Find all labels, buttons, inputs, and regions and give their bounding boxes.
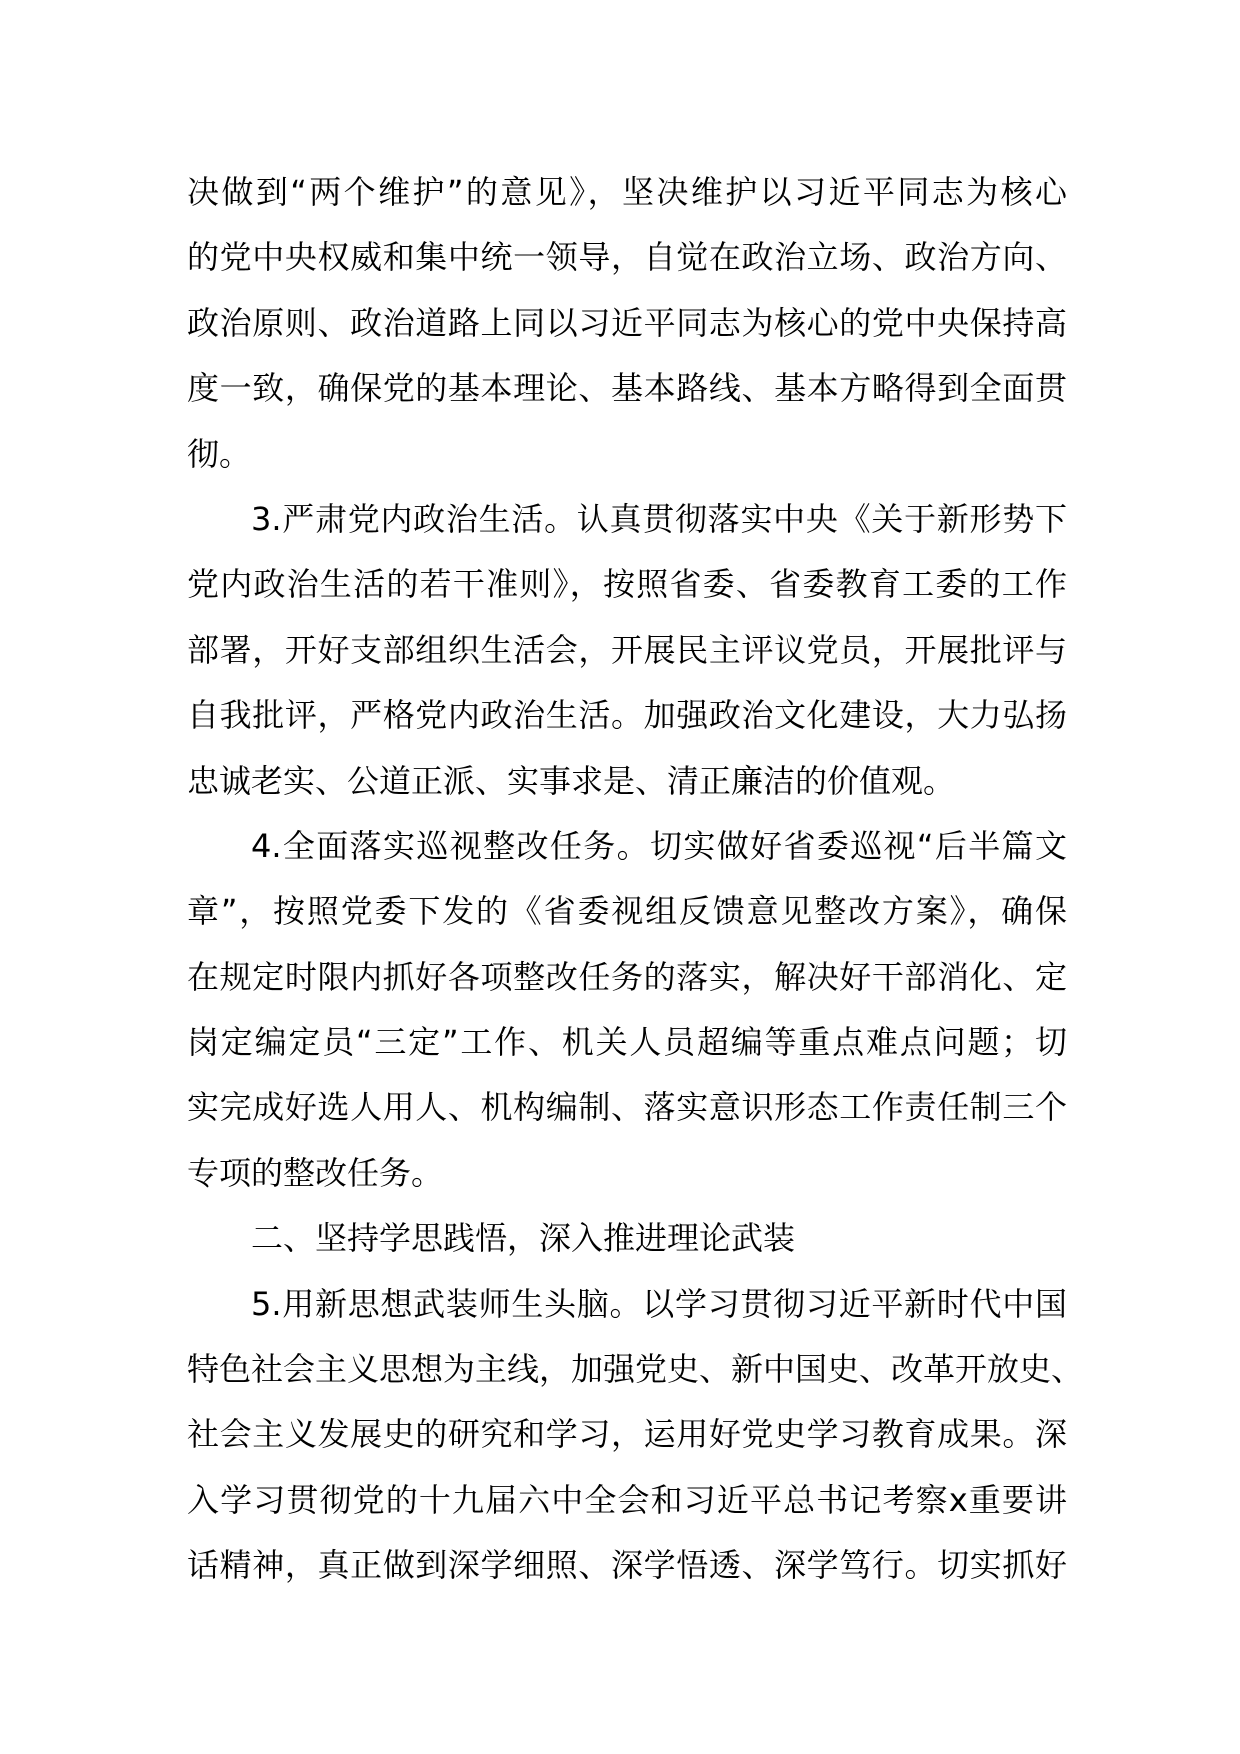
text-line: 3.严肃党内政治生活。认真贯彻落实中央《关于新形势下 <box>251 499 1067 538</box>
text-line: 部署，开好支部组织生活会，开展民主评议党员，开展批评与 <box>187 630 1067 669</box>
text-line: 二、坚持学思践悟，深入推进理论武装 <box>251 1219 796 1258</box>
text-line: 话精神，真正做到深学细照、深学悟透、深学笃行。切实抓好 <box>187 1546 1067 1585</box>
text-line: 5.用新思想武装师生头脑。以学习贯彻习近平新时代中国 <box>251 1284 1067 1323</box>
text-line: 度一致，确保党的基本理论、基本路线、基本方略得到全面贯 <box>187 369 1067 408</box>
text-line: 社会主义发展史的研究和学习，运用好党史学习教育成果。深 <box>187 1415 1067 1454</box>
text-line: 岗定编定员“三定”工作、机关人员超编等重点难点问题；切 <box>187 1023 1067 1062</box>
text-line: 实完成好选人用人、机构编制、落实意识形态工作责任制三个 <box>187 1088 1067 1127</box>
text-line: 特色社会主义思想为主线，加强党史、新中国史、改革开放史、 <box>187 1350 1084 1389</box>
text-line: 政治原则、政治道路上同以习近平同志为核心的党中央保持高 <box>187 303 1067 342</box>
text-line: 党内政治生活的若干准则》，按照省委、省委教育工委的工作 <box>187 565 1067 604</box>
text-line: 入学习贯彻党的十九届六中全会和习近平总书记考察x重要讲 <box>187 1480 1067 1519</box>
text-line: 专项的整改任务。 <box>187 1153 444 1192</box>
body-text <box>187 160 1084 1599</box>
text-line: 忠诚老实、公道正派、实事求是、清正廉洁的价值观。 <box>187 761 956 800</box>
text-line: 彻。 <box>187 434 252 473</box>
text-line: 4.全面落实巡视整改任务。切实做好省委巡视“后半篇文 <box>251 826 1067 865</box>
text-line: 章”，按照党委下发的《省委视组反馈意见整改方案》，确保 <box>187 892 1067 931</box>
text-line: 的党中央权威和集中统一领导，自觉在政治立场、政治方向、 <box>187 238 1067 277</box>
text-line: 自我批评，严格党内政治生活。加强政治文化建设，大力弘扬 <box>187 696 1067 735</box>
text-line: 决做到“两个维护”的意见》，坚决维护以习近平同志为核心 <box>187 173 1067 211</box>
text-line: 在规定时限内抓好各项整改任务的落实，解决好干部消化、定 <box>187 957 1067 996</box>
